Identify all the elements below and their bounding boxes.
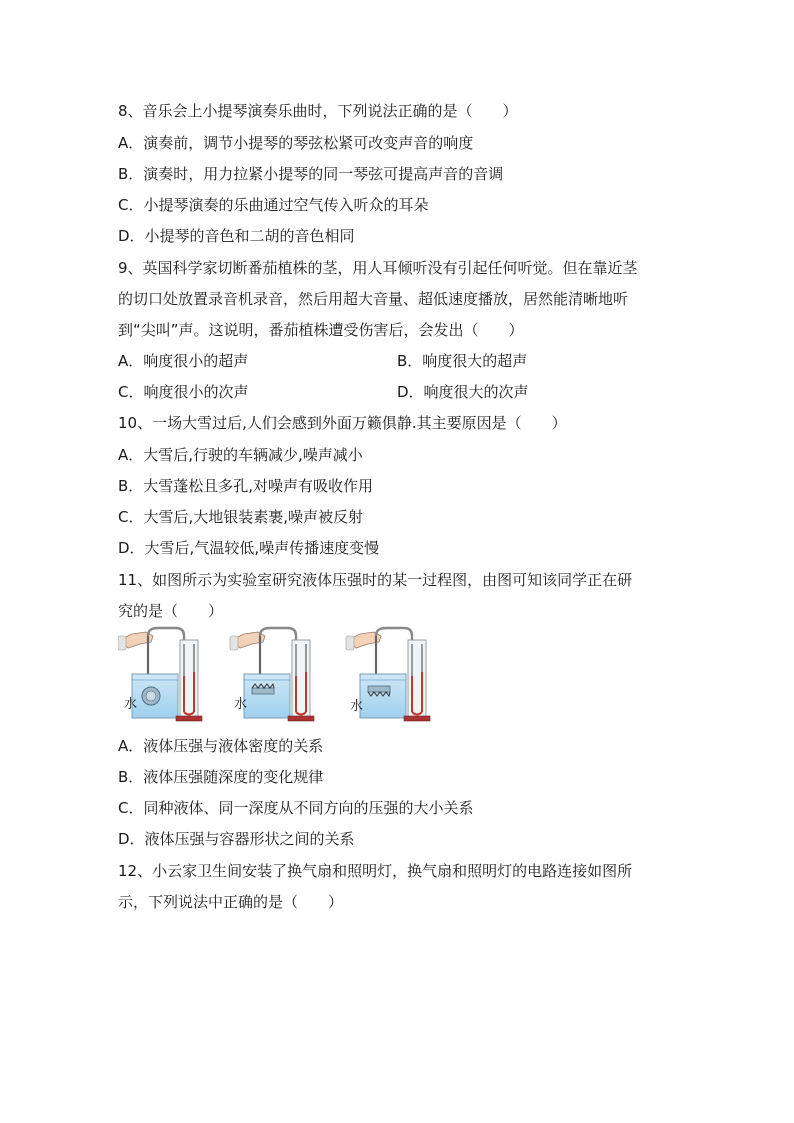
q11-option-d: D．液体压强与容器形状之间的关系	[118, 830, 355, 848]
q11-stem-line-2: 究的是（ ）	[118, 602, 224, 620]
q9-stem-line-3: 到“尖叫”声。这说明，番茄植株遭受伤害后，会发出（ ）	[118, 321, 524, 339]
figure-label-1: 水	[124, 697, 138, 712]
q12-stem-line-1: 12、小云家卫生间安装了换气扇和照明灯，换气扇和照明灯的电路连接如图所	[118, 862, 633, 880]
q8-option-b: B．演奏时，用力拉紧小提琴的同一琴弦可提高声音的音调	[118, 165, 504, 183]
q10-option-a: A．大雪后,行驶的车辆减少,噪声减小	[118, 446, 363, 464]
q12-stem-line-2: 示，下列说法中正确的是（ ）	[118, 893, 344, 911]
q8-option-a: A．演奏前，调节小提琴的琴弦松紧可改变声音的响度	[118, 134, 474, 152]
q11-option-a: A．液体压强与液体密度的关系	[118, 737, 324, 755]
q8-option-d: D．小提琴的音色和二胡的音色相同	[118, 227, 355, 245]
q11-stem-line-1: 11、如图所示为实验室研究液体压强时的某一过程图，由图可知该同学正在研	[118, 571, 633, 589]
liquid-pressure-figure	[118, 626, 448, 724]
q10-option-d: D．大雪后,气温较低,噪声传播速度变慢	[118, 539, 380, 557]
q11-option-c: C．同种液体、同一深度从不同方向的压强的大小关系	[118, 799, 474, 817]
q8-stem: 8、音乐会上小提琴演奏乐曲时，下列说法正确的是（ ）	[118, 102, 518, 120]
q9-stem-line-2: 的切口处放置录音机录音，然后用超大音量、超低速度播放，居然能清晰地听	[118, 290, 629, 308]
q9-stem-line-1: 9、英国科学家切断番茄植株的茎，用人耳倾听没有引起任何听觉。但在靠近茎	[118, 259, 638, 277]
q10-option-b: B．大雪蓬松且多孔,对噪声有吸收作用	[118, 477, 374, 495]
q9-option-a: A．响度很小的超声	[118, 352, 249, 370]
figure-label-2: 水	[234, 697, 248, 712]
q9-option-c: C．响度很小的次声	[118, 383, 249, 401]
q11-option-b: B．液体压强随深度的变化规律	[118, 768, 324, 786]
q10-option-c: C．大雪后,大地银装素裹,噪声被反射	[118, 508, 364, 526]
q9-option-d: D．响度很大的次声	[397, 383, 529, 401]
q8-option-c: C．小提琴演奏的乐曲通过空气传入听众的耳朵	[118, 196, 429, 214]
figure-label-3: 水	[350, 699, 364, 714]
q9-option-b: B．响度很大的超声	[397, 352, 528, 370]
q10-stem: 10、一场大雪过后,人们会感到外面万籁俱静.其主要原因是（ ）	[118, 414, 567, 432]
